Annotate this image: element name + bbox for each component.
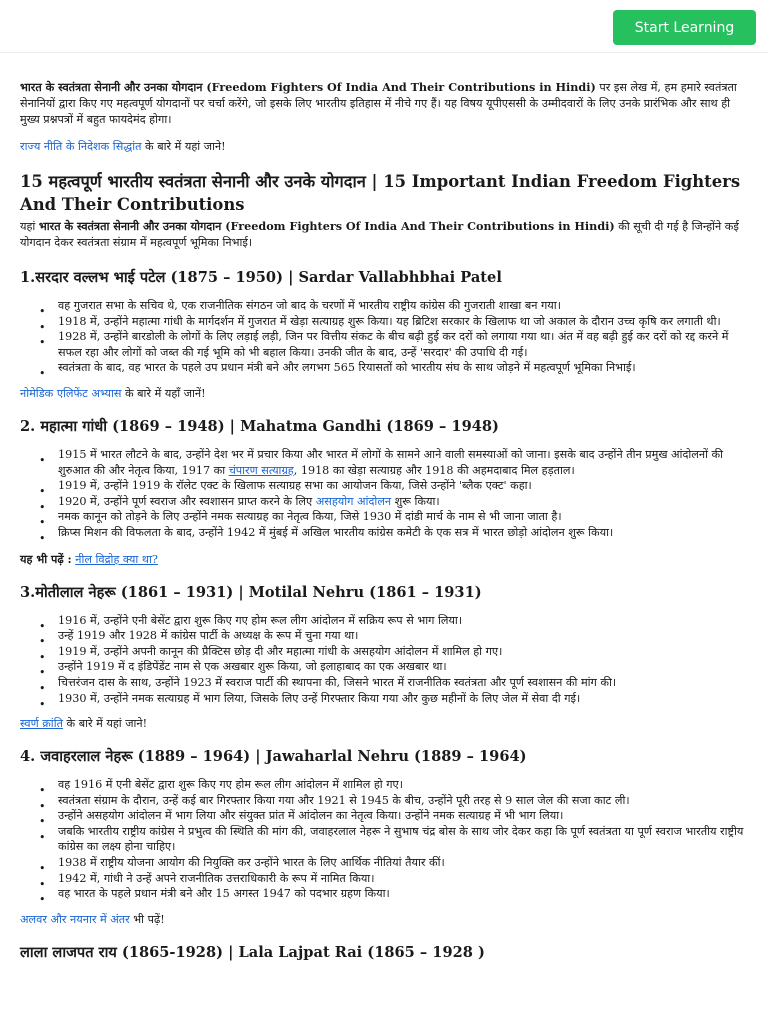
golden-rev-link-line: [20, 716, 748, 732]
list-item: • चित्तरंजन दास के साथ, उन्होंने 1923 में स्वराज पार्टी की स्थापना की, जिसने भारत में राजनीतिक स्वतंत्रता और पूर्ण स्वशासन की मांग की।: [58, 675, 748, 691]
golden-rev-suffix: के बारे में यहां जाने!: [62, 717, 148, 731]
also-read-line: [20, 551, 748, 568]
list-item: • वह भारत के पहले प्रधान मंत्री बने और 15 अगस्त 1947 को पदभार ग्रहण किया।: [58, 886, 748, 902]
list-item: • उन्होंने 1919 में द इंडिपेंडेंट नाम से एक अखबार शुरू किया, जो इलाहाबाद का एक अखबार था।: [58, 659, 748, 675]
list-intro-post: की सूची दी गई है जिन्होंने कई योगदान देकर स्वतंत्रता संग्राम में महत्वपूर्ण भूमिका निभाई।: [20, 220, 739, 249]
list-item: • नमक कानून को तोड़ने के लिए उन्होंने नमक सत्याग्रह का नेतृत्व किया, जिसे 1930 में दांडी मार्च के नाम से भी जाना जाता है।: [58, 509, 748, 525]
intro-bold-title: भारत के स्वतंत्रता सेनानी और उनका योगदान (Freedom Fighters Of India And Their Contributions in Hindi): [20, 80, 596, 94]
list-item: • 1918 में, उन्होंने महात्मा गांधी के मार्गदर्शन में गुजरात में खेड़ा सत्याग्रह शुरू किया। यह ब्रिटिश सरकार के खिलाफ था जो अकाल के दौरान उच्च कृषि कर लगाती थी।: [58, 314, 748, 330]
list-item: • 1919 में, उन्होंने अपनी कानून की प्रैक्टिस छोड़ दी और महात्मा गांधी के असहयोग आंदोलन में शामिल हो गए।: [58, 644, 748, 660]
section-heading-patel: 1.सरदार वल्लभ भाई पटेल (1875 – 1950) | Sardar Vallabhbhai Patel: [20, 269, 502, 286]
start-learning-button[interactable]: Start Learning: [613, 10, 756, 45]
patel-list: [20, 298, 748, 376]
intro-text: पर इस लेख में, हम हमारे स्वतंत्रता सेनानियों द्वारा किए गए महत्वपूर्ण योगदानों पर चर्चा करेंगे, जो इसके लिए भारतीय इतिहास में नीचे गए हैं। यह विषय यूपीएससी के उम्मीदवारों के लिए उनके प्रारंभिक और साथ ही मुख्य प्रश्नपत्रों में बहुत फायदेमंद होगा।: [20, 81, 737, 126]
list-item: • 1938 में राष्ट्रीय योजना आयोग की नियुक्ति कर उन्होंने भारत के लिए आर्थिक नीतियां तैयार कीं।: [58, 855, 748, 871]
list-item: • उन्होंने असहयोग आंदोलन में भाग लिया और संयुक्त प्रांत में आंदोलन का नेतृत्व किया। उन्होंने नमक सत्याग्रह में भी भाग लिया।: [58, 808, 748, 824]
list-item: • जबकि भारतीय राष्ट्रीय कांग्रेस ने प्रभुत्व की स्थिति की मांग की, जवाहरलाल नेहरू ने सुभाष चंद्र बोस के साथ जोर देकर कहा कि पूर्ण स्वतंत्रता या पूर्ण स्वराज भारतीय राष्ट्रीय कांग्रेस का लक्ष्य होना चाहिए।: [58, 824, 748, 855]
section-heading-jawaharlal: 4. जवाहरलाल नेहरू (1889 – 1964) | Jawaharlal Nehru (1889 – 1964): [20, 748, 527, 766]
article-body: [0, 53, 768, 963]
champaran-link[interactable]: चंपारण सत्याग्रह: [228, 463, 294, 477]
item-text: शुरू किया।: [391, 494, 440, 508]
golden-revolution-link[interactable]: स्वर्ण क्रांति: [20, 717, 63, 731]
list-item: [58, 447, 748, 478]
item-text: 1915 में भारत लौटने के बाद, उन्होंने देश भर में प्रचार किया और भारत में लोगों के सामने आने वाली समस्याओं को जाना। इसके बाद उन्होंने तीन प्रमुख आंदोलनों की शुरुआत की और नेतृत्व किया, 1917 का: [58, 447, 724, 477]
non-cooperation-link[interactable]: असहयोग आंदोलन: [315, 494, 392, 508]
list-item: • 1942 में, गांधी ने उन्हें अपने राजनीतिक उत्तराधिकारी के रूप में नामित किया।: [58, 871, 748, 887]
dpsp-link-suffix: के बारे में यहां जाने!: [141, 140, 226, 153]
jawaharlal-list: [20, 777, 748, 902]
section-heading-motilal: 3.मोतीलाल नेहरू (1861 – 1931) | Motilal Nehru (1861 – 1931): [20, 583, 482, 601]
list-item: • 1928 में, उन्होंने बारडोली के लोगों के लिए लड़ाई लड़ी, जिन पर वित्तीय संकट के बीच बढ़ी हुई कर दरों को लगाया गया था। अंत में वह बढ़ी हुई कर दरों को रद्द करने में सफल रहा और लोगों को जब्त की गई भूमि को भी बहाल किया। उनकी जीत के बाद, उन्हें 'सरदार' की उपाधि दी गई।: [58, 329, 748, 360]
alvar-link-suffix: भी पढ़ें!: [129, 912, 165, 926]
dpsp-link[interactable]: राज्य नीति के निदेशक सिद्धांत: [20, 140, 142, 153]
gandhi-list: [20, 447, 748, 541]
item-text: 1920 में, उन्होंने पूर्ण स्वराज और स्वशासन प्राप्त करने के लिए: [58, 494, 316, 508]
list-item: • 1919 में, उन्होंने 1919 के रॉलेट एक्ट के खिलाफ सत्याग्रह सभा का आयोजन किया, जिसे उन्होंने 'ब्लैक एक्ट' कहा।: [58, 478, 748, 494]
intro-paragraph: [20, 79, 748, 128]
list-item: • क्रिप्स मिशन की विफलता के बाद, उन्होंने 1942 में मुंबई में अखिल भारतीय कांग्रेस कमेटी के एक सत्र में भारत छोड़ो आंदोलन शुरू किया।: [58, 525, 748, 541]
nomadic-link-line: [20, 386, 748, 402]
also-read-label: यह भी पढ़ें :: [20, 551, 72, 566]
list-intro-pre: यहां: [20, 220, 39, 233]
list-item: • वह 1916 में एनी बेसेंट द्वारा शुरू किए गए होम रूल लीग आंदोलन में शामिल हो गए।: [58, 777, 748, 793]
list-item: • 1930 में, उन्होंने नमक सत्याग्रह में भाग लिया, जिसके लिए उन्हें गिरफ्तार किया गया और कुछ महीनों के लिए जेल में सेवा दी गई।: [58, 691, 748, 707]
item-text: , 1918 का खेड़ा सत्याग्रह और 1918 की अहमदाबाद मिल हड़ताल।: [293, 463, 575, 477]
list-item: [58, 494, 748, 510]
motilal-list: [20, 613, 748, 707]
top-bar: [0, 0, 768, 53]
list-item: • वह गुजरात सभा के सचिव थे, एक राजनीतिक संगठन जो बाद के चरणों में भारतीय राष्ट्रीय कांग्रेस की गुजराती शाखा बन गया।: [58, 298, 748, 314]
list-intro: [20, 218, 748, 251]
list-item: • 1916 में, उन्होंने एनी बेसेंट द्वारा शुरू किए गए होम रूल लीग आंदोलन में सक्रिय रूप से भाग लिया।: [58, 613, 748, 629]
nomadic-elephant-link[interactable]: नोमेडिक एलिफेंट अभ्यास: [20, 386, 122, 400]
list-item: • स्वतंत्रता संग्राम के दौरान, उन्हें कई बार गिरफ्तार किया गया और 1921 से 1945 के बीच, उन्होंने पूरी तरह से 9 साल जेल की सजा काट ली।: [58, 793, 748, 809]
list-item: • स्वतंत्रता के बाद, वह भारत के पहले उप प्रधान मंत्री बने और लगभग 565 रियासतों को भारतीय संघ के साथ जोड़ने में महत्वपूर्ण भूमिका निभाई।: [58, 360, 748, 376]
alvar-nayanar-link[interactable]: अलवर और नयनार में अंतर: [20, 912, 130, 926]
alvar-link-line: [20, 912, 748, 928]
section-heading-gandhi: 2. महात्मा गांधी (1869 – 1948) | Mahatma Gandhi (1869 – 1948): [20, 417, 499, 435]
nomadic-link-suffix: के बारे में यहाँ जानें!: [121, 386, 206, 400]
list-item: • उन्हें 1919 और 1928 में कांग्रेस पार्टी के अध्यक्ष के रूप में चुना गया था।: [58, 628, 748, 644]
dpsp-link-line: [20, 139, 748, 155]
main-heading: 15 महत्वपूर्ण भारतीय स्वतंत्रता सेनानी और उनके योगदान | 15 Important Indian Freedom Fighters And Their Contributions: [20, 172, 741, 214]
section-heading-lajpat: लाला लाजपत राय (1865-1928) | Lala Lajpat Rai (1865 – 1928 ): [20, 943, 485, 961]
list-intro-bold: भारत के स्वतंत्रता सेनानी और उनका योगदान (Freedom Fighters Of India And Their Contributions in Hindi): [38, 219, 615, 233]
indigo-revolt-link[interactable]: नील विद्रोह क्या था?: [75, 552, 158, 566]
